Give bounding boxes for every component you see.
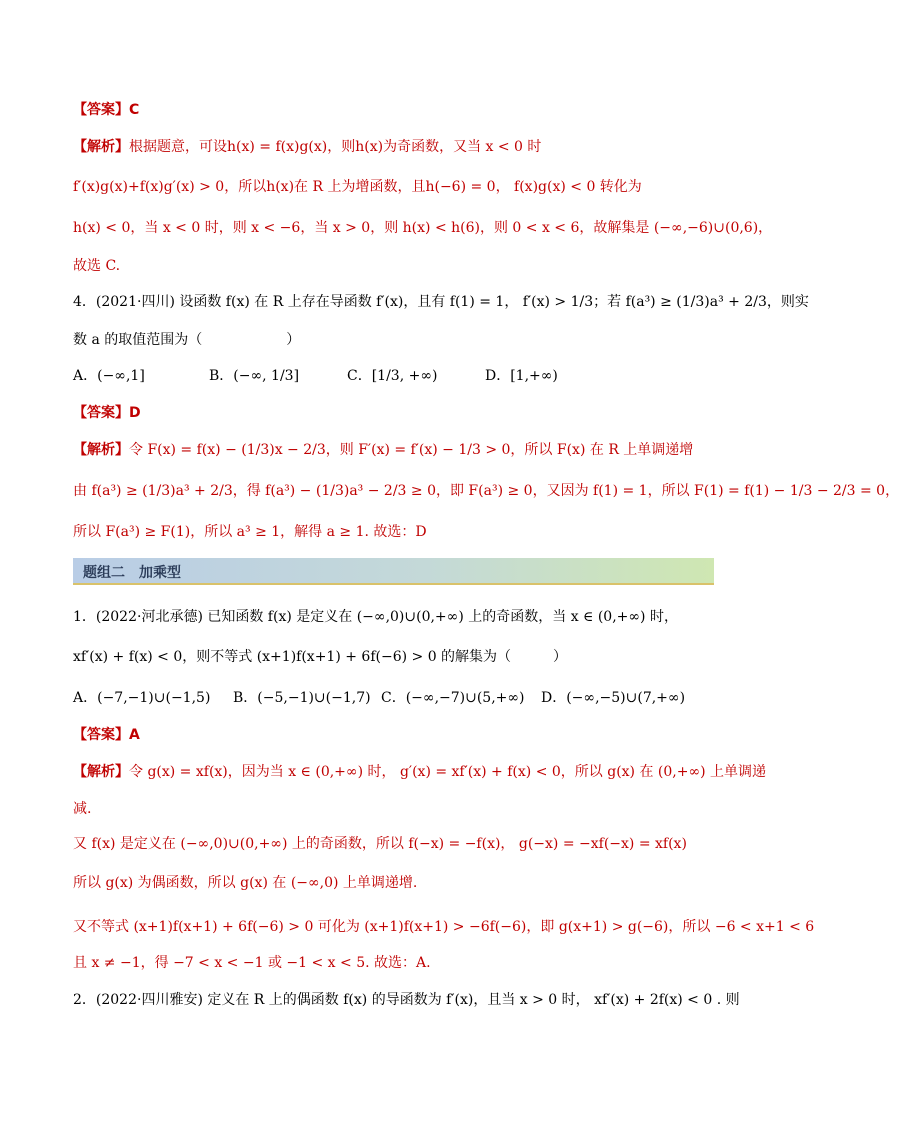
question-2-stem: 2．(2022·四川雅安) 定义在 R 上的偶函数 f(x) 的导函数为 f′(x)，且当 x > 0 时， xf′(x) + 2f(x) < 0 . 则 [73,992,740,1008]
analysis-line: 所以 F(a³) ≥ F(1)，所以 a³ ≥ 1，解得 a ≥ 1. 故选：D [73,524,427,540]
question-4-options [73,366,724,386]
option-d: D．(−∞,−5)∪(7,+∞) [541,690,686,706]
option-c: C．[1/3, +∞) [347,368,438,384]
analysis-line: 减. [73,801,92,817]
question-1-stem: 1．(2022·河北承德) 已知函数 f(x) 是定义在 (−∞,0)∪(0,+∞) 上的奇函数，当 x ∈ (0,+∞) 时， [73,609,678,625]
question-4-stem: 4．(2021·四川) 设函数 f(x) 在 R 上存在导函数 f′(x)，且有 f(1) = 1， f′(x) > 1/3；若 f(a³) ≥ (1/3)a³ + 2/3，则实 [73,294,809,310]
analysis-text: 【解析】 [73,764,129,780]
option-b: B．(−5,−1)∪(−1,7) [233,690,371,706]
option-a: A．(−7,−1)∪(−1,5) [73,690,211,706]
analysis-line: 又 f(x) 是定义在 (−∞,0)∪(0,+∞) 上的奇函数，所以 f(−x) = −f(x)， g(−x) = −xf(−x) = xf(x) [73,836,687,852]
analysis-line: 又不等式 (x+1)f(x+1) + 6f(−6) > 0 可化为 (x+1)f(x+1) > −6f(−6)，即 g(x+1) > g(−6)，所以 −6 < x+1 < 6 [73,919,815,935]
option-b: B．(−∞, 1/3] [209,368,300,384]
section-banner [73,558,714,585]
analysis-line [73,137,724,157]
analysis-body: 令 g(x) = xf(x)，因为当 x ∈ (0,+∞) 时， g′(x) = xf′(x) + f(x) < 0，所以 g(x) 在 (0,+∞) 上单调递 [129,764,767,780]
question-1-stem: xf′(x) + f(x) < 0，则不等式 (x+1)f(x+1) + 6f(−6) > 0 的解集为（ ） [73,649,568,665]
analysis-line: 故选 C. [73,258,121,274]
analysis-line [73,762,767,782]
question-1-options [73,688,724,708]
section-title: 题组二 加乘型 [83,565,181,581]
analysis-line [73,440,724,460]
answer-line: 【答案】D [73,405,141,421]
analysis-line: f′(x)g(x)+f(x)g′(x) > 0，所以h(x)在 R 上为增函数，且h(−6) = 0， f(x)g(x) < 0 转化为 [73,179,642,195]
analysis-text: 【解析】 [73,139,129,155]
question-4-stem: 数 a 的取值范围为（ ） [73,332,301,348]
option-a: A．(−∞,1] [73,368,145,384]
analysis-line: 由 f(a³) ≥ (1/3)a³ + 2/3，得 f(a³) − (1/3)a³ − 2/3 ≥ 0，即 F(a³) ≥ 0，又因为 f(1) = 1，所以 F(1) = f(1) − 1/3 − 2/3 = 0， [73,483,899,499]
analysis-text: 【解析】 [73,442,129,458]
answer-line: 【答案】A [73,727,140,743]
analysis-line: 且 x ≠ −1，得 −7 < x < −1 或 −1 < x < 5. 故选：A. [73,955,431,971]
option-c: C．(−∞,−7)∪(5,+∞) [381,690,525,706]
analysis-body: 根据题意，可设h(x) = f(x)g(x)，则h(x)为奇函数，又当 x < 0 时 [129,139,542,155]
option-d: D．[1,+∞) [485,368,558,384]
analysis-body: 令 F(x) = f(x) − (1/3)x − 2/3，则 F′(x) = f′(x) − 1/3 > 0，所以 F(x) 在 R 上单调递增 [129,442,694,458]
analysis-line: 所以 g(x) 为偶函数，所以 g(x) 在 (−∞,0) 上单调递增. [73,875,418,891]
answer-line: 【答案】C [73,102,140,118]
analysis-line: h(x) < 0，当 x < 0 时，则 x < −6，当 x > 0，则 h(x) < h(6)，则 0 < x < 6，故解集是 (−∞,−6)∪(0,6)， [73,220,773,236]
